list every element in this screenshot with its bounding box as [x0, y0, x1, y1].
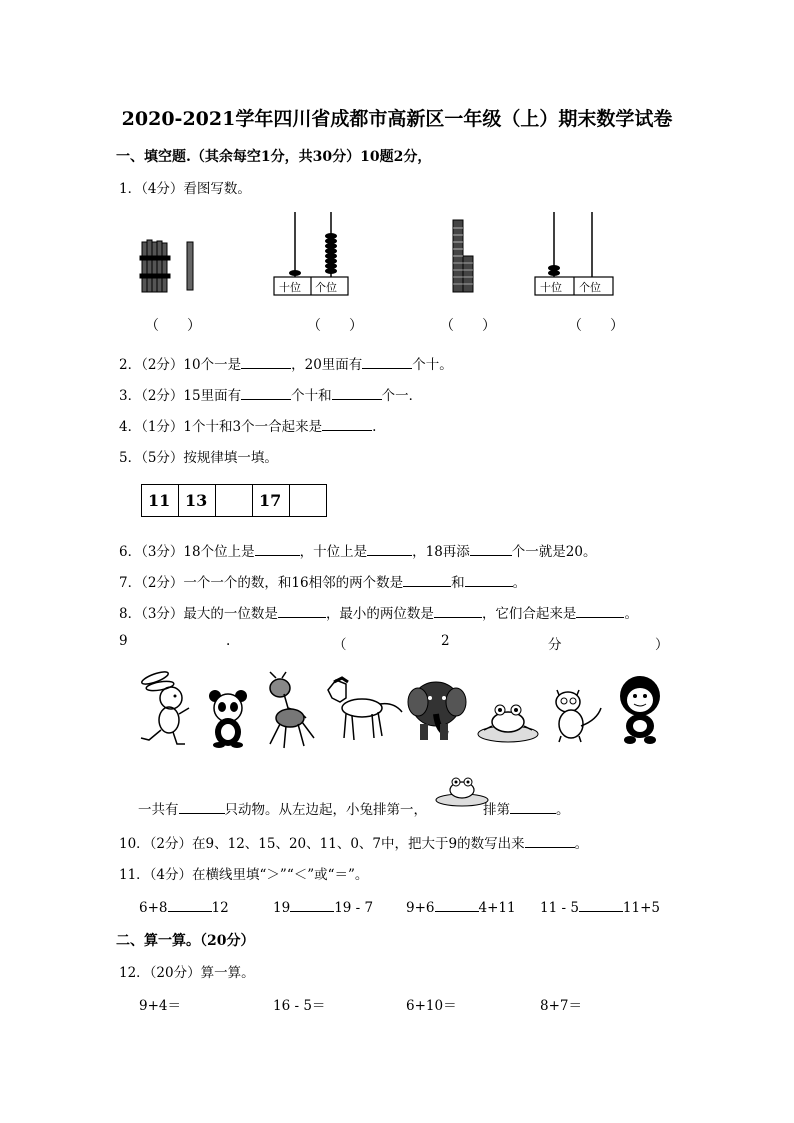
- question-1: 1．（4分）看图写数。: [119, 181, 251, 197]
- sequence-cell: 13: [179, 485, 216, 517]
- blank[interactable]: [278, 603, 326, 618]
- blank[interactable]: [510, 799, 556, 814]
- blank[interactable]: [362, 354, 412, 369]
- cube-stack-figure: [445, 218, 485, 298]
- question-9-points-unit: 分: [548, 637, 562, 653]
- ones-place-label-2: 个位: [579, 281, 601, 294]
- blank[interactable]: [332, 385, 382, 400]
- sequence-cell: 17: [253, 485, 290, 517]
- question-8: 8．（3分）最大的一位数是 ，最小的两位数是 ，它们合起来是 。: [119, 602, 638, 622]
- question-9-paren-close: ）: [655, 637, 669, 653]
- ones-place-label: 个位: [315, 281, 337, 294]
- cat-icon: [549, 684, 605, 744]
- question-12: 12．（20分）算一算。: [119, 965, 255, 981]
- blank[interactable]: [579, 897, 623, 912]
- section-1-heading: 一、填空题.（其余每空1分，共30分）10题2分，: [116, 149, 432, 165]
- arithmetic-item-2[interactable]: 16 - 5＝: [273, 998, 326, 1014]
- blank[interactable]: [434, 603, 482, 618]
- deer-icon: [258, 672, 318, 752]
- blank[interactable]: [241, 385, 291, 400]
- abacus-figure-1: [271, 210, 351, 300]
- blank[interactable]: [255, 541, 300, 556]
- arithmetic-item-1[interactable]: 9+4＝: [139, 998, 181, 1014]
- question-9-points: 2: [441, 633, 450, 649]
- blank[interactable]: [367, 541, 412, 556]
- horse-icon: [322, 676, 406, 746]
- sequence-cell-blank[interactable]: [216, 485, 253, 517]
- question-11: 11．（4分）在横线里填“＞”“＜”或“＝”。: [119, 867, 369, 883]
- panda-icon: [205, 688, 253, 748]
- number-sequence-table: [141, 484, 327, 517]
- answer-slot-3[interactable]: （ ）: [440, 318, 496, 334]
- sequence-cell-blank[interactable]: [290, 485, 327, 517]
- question-3: 3．（2分）15里面有 个十和 个一．: [119, 384, 422, 404]
- arithmetic-item-4[interactable]: 8+7＝: [540, 998, 582, 1014]
- frog-icon: [474, 700, 542, 746]
- question-9-sentence: 一共有 只动物。从左边起，小兔排第一， 排第 。: [138, 798, 570, 818]
- answer-slot-2[interactable]: （ ）: [307, 318, 363, 334]
- blank[interactable]: [322, 416, 372, 431]
- bundle-of-sticks-figure: [136, 238, 206, 298]
- monkey-icon: [610, 674, 670, 746]
- blank[interactable]: [168, 897, 212, 912]
- tens-place-label-2: 十位: [540, 281, 562, 294]
- sequence-cell: 11: [142, 485, 179, 517]
- question-2: 2．（2分）10个一是 ，20里面有 个十。: [119, 353, 453, 373]
- tens-place-label: 十位: [279, 281, 301, 294]
- blank[interactable]: [470, 541, 512, 556]
- question-5: 5．（5分）按规律填一填。: [119, 450, 278, 466]
- question-9-paren-open: （: [333, 637, 347, 653]
- question-9-dot: .: [226, 633, 231, 649]
- abacus-figure-2: [532, 210, 616, 300]
- blank[interactable]: [576, 603, 624, 618]
- question-4: 4．（1分）1个十和3个一合起来是 .: [119, 415, 376, 435]
- section-2-heading: 二、算一算。（20分）: [116, 933, 255, 949]
- blank[interactable]: [525, 833, 575, 848]
- answer-slot-4[interactable]: （ ）: [568, 318, 624, 334]
- question-6: 6．（3分）18个位上是 ，十位上是 ，18再添 个一就是20。: [119, 540, 596, 560]
- blank[interactable]: [403, 572, 451, 587]
- elephant-icon: [406, 674, 472, 744]
- rabbit-icon: [135, 668, 195, 748]
- question-7: 7．（2分）一个一个的数，和16相邻的两个数是 和 。: [119, 571, 526, 591]
- answer-slot-1[interactable]: （ ）: [145, 318, 201, 334]
- comparison-item-3: 9+6 4+11: [406, 897, 516, 916]
- arithmetic-item-3[interactable]: 6+10＝: [406, 998, 457, 1014]
- blank[interactable]: [241, 354, 291, 369]
- blank[interactable]: [290, 897, 334, 912]
- comparison-item-2: 19 19 - 7: [273, 897, 373, 916]
- comparison-item-4: 11 - 5 11+5: [540, 897, 660, 916]
- question-10: 10．（2分）在9、12、15、20、11、0、7中，把大于9的数写出来 。: [119, 832, 588, 852]
- blank[interactable]: [179, 799, 225, 814]
- blank[interactable]: [465, 572, 513, 587]
- page-title: 2020-2021学年四川省成都市高新区一年级（上）期末数学试卷: [121, 108, 673, 130]
- blank[interactable]: [435, 897, 479, 912]
- question-9-number: 9: [119, 633, 128, 649]
- comparison-item-1: 6+8 12: [139, 897, 229, 916]
- frog-small-icon: [434, 774, 490, 808]
